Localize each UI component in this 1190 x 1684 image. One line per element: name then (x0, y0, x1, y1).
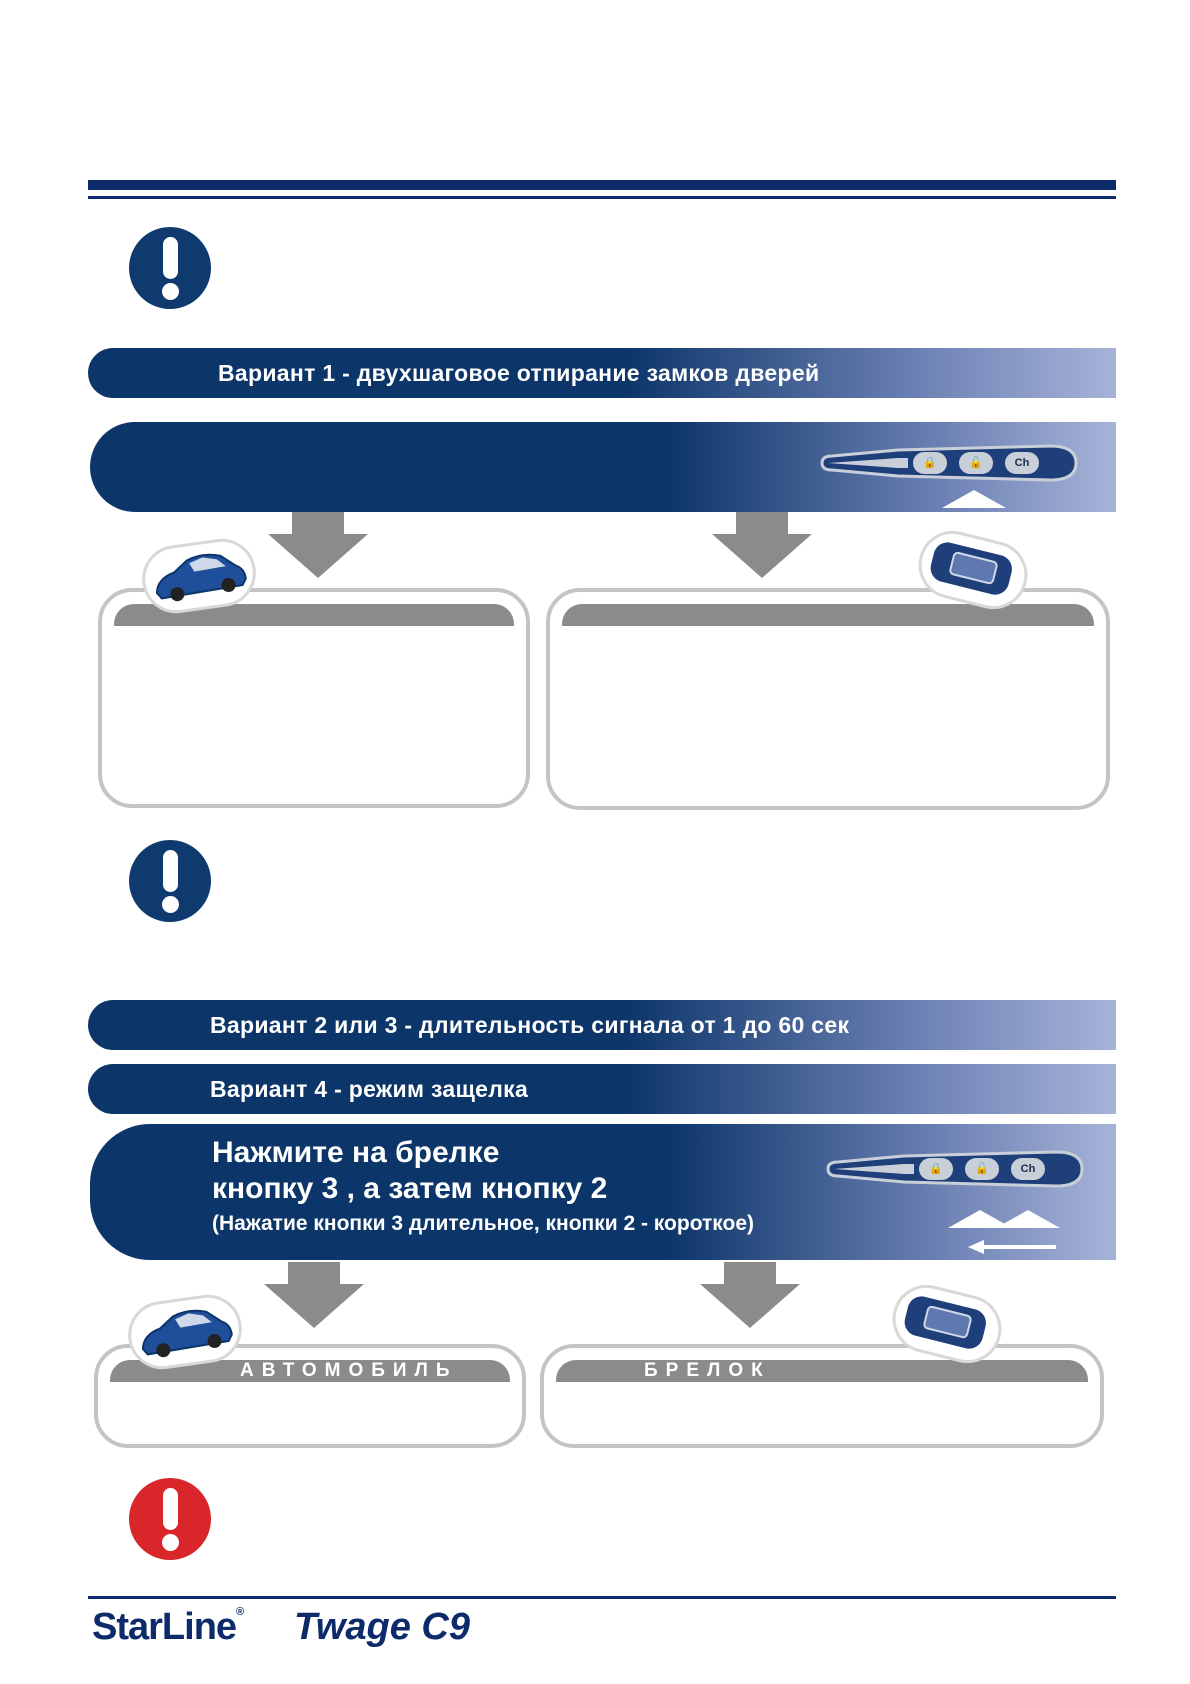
variant23-banner (88, 1000, 1116, 1050)
key-fob-icon (818, 444, 1080, 482)
brand-logo (92, 1606, 244, 1649)
fob-button-1: 🔒 (919, 1158, 953, 1180)
instruction-note: (Нажатие кнопки 3 длительное, кнопки 2 - короткое) (212, 1212, 755, 1235)
variant4-instruction-panel (90, 1124, 1116, 1260)
instruction-line-2: кнопку 3 , а затем кнопку 2 (212, 1172, 608, 1205)
fob-button-2: 🔓 (959, 452, 993, 474)
warning-icon (129, 227, 211, 309)
variant1-banner (88, 348, 1116, 398)
instruction-line-1: Нажмите на брелке (212, 1136, 500, 1169)
variant1-instruction-panel (90, 422, 1116, 512)
press-indicator-icon (996, 1210, 1060, 1228)
footer-rule (88, 1596, 1116, 1599)
model-name: Twage C9 (294, 1606, 470, 1648)
car-card-label: АВТОМОБИЛЬ (240, 1360, 458, 1381)
fob-button-3: Ch (1011, 1158, 1045, 1180)
variant1-banner-text: Вариант 1 - двухшаговое отпирание замков дверей (218, 360, 820, 386)
variant4-banner-text: Вариант 4 - режим защелка (210, 1076, 529, 1102)
fob-button-1: 🔒 (913, 452, 947, 474)
warning-icon (129, 840, 211, 922)
registered-mark: ® (236, 1606, 245, 1618)
fob-card (540, 1344, 1104, 1448)
red-warning-icon (129, 1478, 211, 1560)
variant23-banner-text: Вариант 2 или 3 - длительность сигнала от 1 до 60 сек (210, 1012, 850, 1038)
header-rule-thick (88, 180, 1116, 190)
fob-button-2: 🔓 (965, 1158, 999, 1180)
key-fob-icon (824, 1150, 1086, 1188)
brand-name: StarLine (92, 1606, 237, 1648)
car-card (98, 588, 530, 808)
variant4-banner (88, 1064, 1116, 1114)
card-header-bar (556, 1360, 1088, 1382)
sequence-arrow-icon (968, 1240, 1058, 1254)
press-indicator-icon (942, 490, 1006, 508)
fob-card-label: БРЕЛОК (644, 1360, 771, 1381)
fob-button-3: Ch (1005, 452, 1039, 474)
header-rule-thin (88, 196, 1116, 199)
fob-card (546, 588, 1110, 810)
